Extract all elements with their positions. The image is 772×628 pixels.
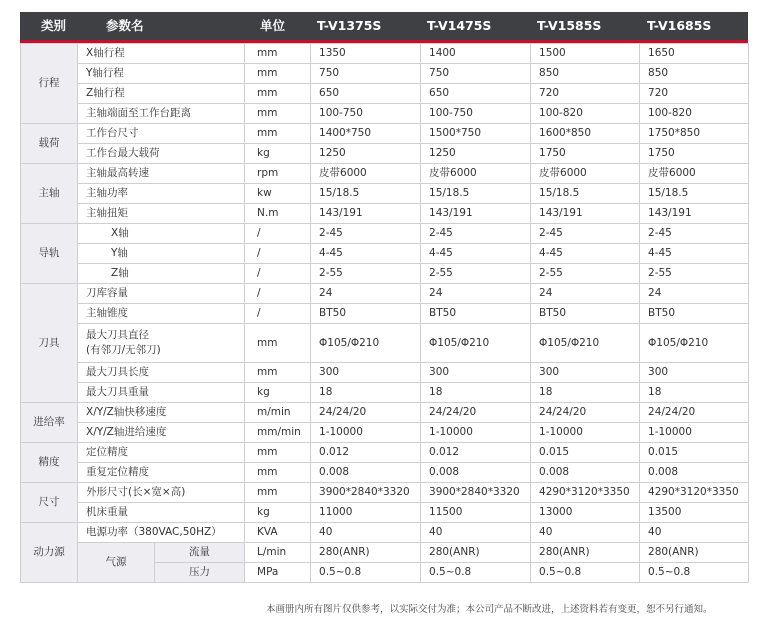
value-cell: 24 [311, 284, 421, 304]
unit-cell: mm [245, 84, 311, 104]
unit-cell: / [245, 304, 311, 324]
value-cell: 143/191 [311, 204, 421, 224]
value-cell: 15/18.5 [531, 184, 640, 204]
value-cell: 650 [311, 84, 421, 104]
param-line-1: 最大刀具直径 [86, 329, 149, 341]
unit-cell: mm [245, 64, 311, 84]
value-cell: 750 [421, 64, 531, 84]
value-cell: 24 [531, 284, 640, 304]
value-cell: 1-10000 [531, 423, 640, 443]
table-row [21, 284, 749, 304]
value-cell: Φ105/Φ210 [421, 324, 531, 363]
unit-cell: mm [245, 324, 311, 363]
value-cell: 0.5~0.8 [531, 563, 640, 583]
value-cell: 850 [531, 64, 640, 84]
header-unit: 单位 [260, 18, 286, 33]
table-row [21, 264, 749, 284]
value-cell: 2-45 [640, 224, 749, 244]
table-row [21, 124, 749, 144]
value-cell: 3900*2840*3320 [421, 483, 531, 503]
table-row [21, 523, 749, 543]
value-cell: 皮带6000 [311, 164, 421, 184]
param-cell: 工作台最大载荷 [78, 144, 245, 164]
param-cell: 外形尺寸(长×宽×高) [78, 483, 245, 503]
value-cell: 18 [421, 383, 531, 403]
value-cell: 2-45 [531, 224, 640, 244]
value-cell: 11500 [421, 503, 531, 523]
value-cell: 0.5~0.8 [311, 563, 421, 583]
value-cell: 0.012 [421, 443, 531, 463]
footnote: 本画册内所有图片仅供参考，以实际交付为准；本公司产品不断改进，上述资料若有变更，恕不另行通知。 [266, 604, 713, 615]
category-cell: 导轨 [21, 224, 78, 284]
value-cell: 4-45 [640, 244, 749, 264]
value-cell: 15/18.5 [640, 184, 749, 204]
param-cell: 电源功率（380VAC,50HZ） [78, 523, 245, 543]
spec-table [20, 43, 749, 583]
value-cell: 13000 [531, 503, 640, 523]
table-row [21, 44, 749, 64]
value-cell: 0.008 [640, 463, 749, 483]
param-cell: 主轴功率 [78, 184, 245, 204]
value-cell: 18 [531, 383, 640, 403]
param-cell: Y轴行程 [78, 64, 245, 84]
value-cell: 100-750 [421, 104, 531, 124]
param-cell: X轴 [78, 224, 245, 244]
category-cell: 尺寸 [21, 483, 78, 523]
table-row [21, 104, 749, 124]
value-cell: 2-45 [421, 224, 531, 244]
param-cell: 刀库容量 [78, 284, 245, 304]
value-cell: 300 [531, 363, 640, 383]
value-cell: 143/191 [640, 204, 749, 224]
value-cell: BT50 [421, 304, 531, 324]
unit-cell: L/min [245, 543, 311, 563]
unit-cell: / [245, 224, 311, 244]
value-cell: 1350 [311, 44, 421, 64]
value-cell: 0.008 [421, 463, 531, 483]
table-header [20, 12, 748, 40]
value-cell: 750 [311, 64, 421, 84]
value-cell: 4-45 [531, 244, 640, 264]
table-row [21, 184, 749, 204]
unit-cell: kg [245, 503, 311, 523]
value-cell: 1650 [640, 44, 749, 64]
value-cell: 0.008 [311, 463, 421, 483]
value-cell: 0.5~0.8 [640, 563, 749, 583]
value-cell: 24/24/20 [311, 403, 421, 423]
param-cell: 最大刀具重量 [78, 383, 245, 403]
unit-cell: KVA [245, 523, 311, 543]
value-cell: 1500 [531, 44, 640, 64]
value-cell: 15/18.5 [311, 184, 421, 204]
table-row [21, 363, 749, 383]
table-row [21, 503, 749, 523]
value-cell: 1250 [421, 144, 531, 164]
param-cell: Y轴 [78, 244, 245, 264]
value-cell: 0.015 [531, 443, 640, 463]
table-row [21, 144, 749, 164]
unit-cell: / [245, 244, 311, 264]
table-row [21, 224, 749, 244]
value-cell: 1600*850 [531, 124, 640, 144]
value-cell: 0.5~0.8 [421, 563, 531, 583]
value-cell: 18 [311, 383, 421, 403]
header-model-4: T-V1685S [647, 18, 712, 33]
value-cell: 280(ANR) [531, 543, 640, 563]
value-cell: 皮带6000 [421, 164, 531, 184]
param-cell: 主轴端面至工作台距离 [78, 104, 245, 124]
unit-cell: N.m [245, 204, 311, 224]
table-row [21, 423, 749, 443]
category-cell: 刀具 [21, 284, 78, 403]
value-cell: 143/191 [531, 204, 640, 224]
table-row [21, 403, 749, 423]
value-cell: 1500*750 [421, 124, 531, 144]
category-cell: 行程 [21, 44, 78, 124]
category-cell: 动力源 [21, 523, 78, 583]
unit-cell: mm/min [245, 423, 311, 443]
table-row [21, 304, 749, 324]
value-cell: 280(ANR) [311, 543, 421, 563]
header-category: 类别 [41, 18, 67, 33]
value-cell: 皮带6000 [531, 164, 640, 184]
value-cell: 24 [640, 284, 749, 304]
table-row [21, 244, 749, 264]
param-cell: 定位精度 [78, 443, 245, 463]
unit-cell: / [245, 264, 311, 284]
value-cell: 24/24/20 [531, 403, 640, 423]
unit-cell: kw [245, 184, 311, 204]
param-cell: 重复定位精度 [78, 463, 245, 483]
unit-cell: mm [245, 104, 311, 124]
value-cell: 280(ANR) [640, 543, 749, 563]
param-cell: X轴行程 [78, 44, 245, 64]
value-cell: 3900*2840*3320 [311, 483, 421, 503]
value-cell: 0.012 [311, 443, 421, 463]
value-cell: 40 [311, 523, 421, 543]
param-line-2: (有邻刀/无邻刀) [86, 344, 161, 356]
value-cell: 40 [531, 523, 640, 543]
value-cell: 280(ANR) [421, 543, 531, 563]
value-cell: 4290*3120*3350 [531, 483, 640, 503]
value-cell: 720 [640, 84, 749, 104]
value-cell: 40 [421, 523, 531, 543]
unit-cell: / [245, 284, 311, 304]
value-cell: 2-55 [421, 264, 531, 284]
header-model-2: T-V1475S [427, 18, 492, 33]
param-cell: Z轴行程 [78, 84, 245, 104]
category-cell: 载荷 [21, 124, 78, 164]
header-model-3: T-V1585S [537, 18, 602, 33]
unit-cell: mm [245, 443, 311, 463]
header-param: 参数名 [106, 18, 144, 33]
param-cell: 机床重量 [78, 503, 245, 523]
param-cell: 主轴锥度 [78, 304, 245, 324]
param-cell: Z轴 [78, 264, 245, 284]
value-cell: 24/24/20 [421, 403, 531, 423]
value-cell: 11000 [311, 503, 421, 523]
table-row [21, 463, 749, 483]
category-cell: 精度 [21, 443, 78, 483]
value-cell: 100-820 [640, 104, 749, 124]
unit-cell: mm [245, 483, 311, 503]
unit-cell: mm [245, 44, 311, 64]
param-cell: 流量 [155, 543, 245, 563]
value-cell: BT50 [311, 304, 421, 324]
value-cell: 2-45 [311, 224, 421, 244]
param-cell: 主轴最高转速 [78, 164, 245, 184]
unit-cell: kg [245, 144, 311, 164]
value-cell: 40 [640, 523, 749, 543]
value-cell: 4-45 [311, 244, 421, 264]
air-source-label: 气源 [78, 543, 155, 583]
value-cell: 1-10000 [311, 423, 421, 443]
value-cell: 1400 [421, 44, 531, 64]
value-cell: 0.008 [531, 463, 640, 483]
value-cell: 2-55 [640, 264, 749, 284]
value-cell: Φ105/Φ210 [531, 324, 640, 363]
value-cell: 24 [421, 284, 531, 304]
value-cell: 15/18.5 [421, 184, 531, 204]
value-cell: 100-750 [311, 104, 421, 124]
value-cell: 850 [640, 64, 749, 84]
value-cell: 2-55 [311, 264, 421, 284]
category-cell: 主轴 [21, 164, 78, 224]
value-cell: BT50 [640, 304, 749, 324]
table-row [21, 64, 749, 84]
unit-cell: mm [245, 463, 311, 483]
table-row [21, 443, 749, 463]
param-cell [78, 324, 245, 363]
table-row [21, 483, 749, 503]
unit-cell: m/min [245, 403, 311, 423]
unit-cell: MPa [245, 563, 311, 583]
table-row [21, 164, 749, 184]
value-cell: 18 [640, 383, 749, 403]
param-cell: 压力 [155, 563, 245, 583]
unit-cell: mm [245, 124, 311, 144]
value-cell: 1750*850 [640, 124, 749, 144]
table-row [21, 204, 749, 224]
unit-cell: mm [245, 363, 311, 383]
value-cell: 1250 [311, 144, 421, 164]
param-cell: 最大刀具长度 [78, 363, 245, 383]
value-cell: BT50 [531, 304, 640, 324]
param-cell: 工作台尺寸 [78, 124, 245, 144]
value-cell: 143/191 [421, 204, 531, 224]
value-cell: 皮带6000 [640, 164, 749, 184]
value-cell: Φ105/Φ210 [311, 324, 421, 363]
header-model-1: T-V1375S [317, 18, 382, 33]
value-cell: 300 [640, 363, 749, 383]
value-cell: 1750 [640, 144, 749, 164]
param-cell: 主轴扭矩 [78, 204, 245, 224]
category-cell: 进给率 [21, 403, 78, 443]
unit-cell: rpm [245, 164, 311, 184]
table-row [21, 84, 749, 104]
table-row [21, 383, 749, 403]
value-cell: 300 [311, 363, 421, 383]
value-cell: 720 [531, 84, 640, 104]
unit-cell: kg [245, 383, 311, 403]
value-cell: 1400*750 [311, 124, 421, 144]
value-cell: 13500 [640, 503, 749, 523]
value-cell: 1-10000 [421, 423, 531, 443]
value-cell: 24/24/20 [640, 403, 749, 423]
table-row [21, 324, 749, 363]
value-cell: 2-55 [531, 264, 640, 284]
spec-sheet [20, 12, 748, 615]
table-row [21, 543, 749, 563]
value-cell: 4-45 [421, 244, 531, 264]
value-cell: 100-820 [531, 104, 640, 124]
param-cell: X/Y/Z轴快移速度 [78, 403, 245, 423]
value-cell: 0.015 [640, 443, 749, 463]
value-cell: Φ105/Φ210 [640, 324, 749, 363]
param-cell: X/Y/Z轴进给速度 [78, 423, 245, 443]
value-cell: 4290*3120*3350 [640, 483, 749, 503]
value-cell: 1750 [531, 144, 640, 164]
value-cell: 300 [421, 363, 531, 383]
value-cell: 1-10000 [640, 423, 749, 443]
value-cell: 650 [421, 84, 531, 104]
